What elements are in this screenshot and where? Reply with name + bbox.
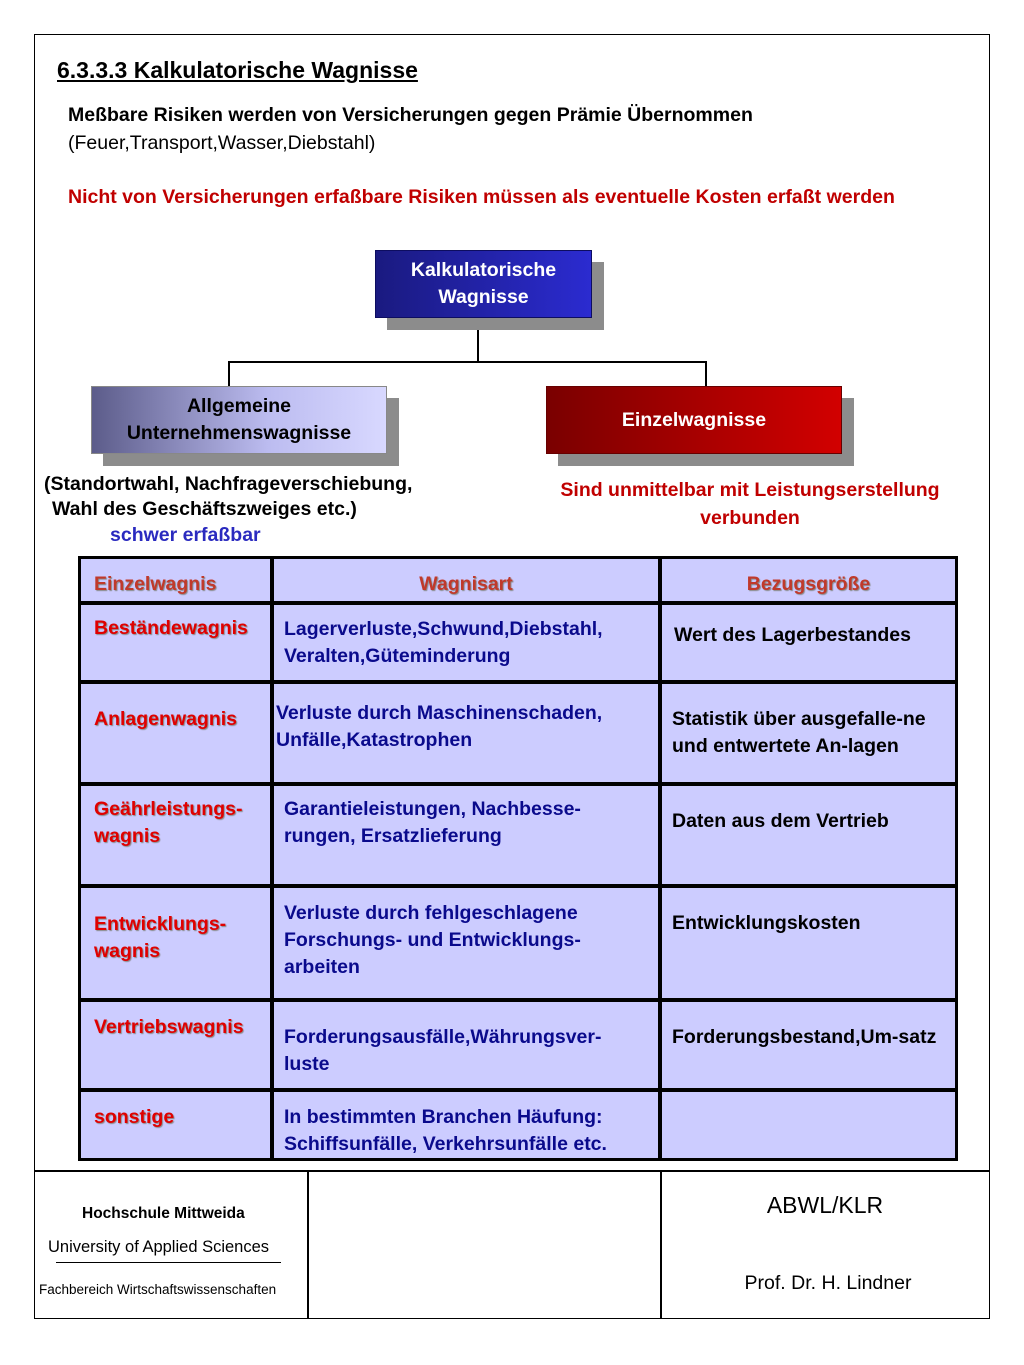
table-row-art: Verluste durch fehlgeschlagene Forschungs- und Entwicklungs-arbeiten	[274, 888, 658, 998]
table-row-bezug: Statistik über ausgefalle-ne und entwertete An-lagen	[662, 684, 955, 782]
intro-uninsurable-risks: Nicht von Versicherungen erfaßbare Risiken müssen als eventuelle Kosten erfaßt werden	[68, 186, 895, 208]
page-title: 6.3.3.3 Kalkulatorische Wagnisse	[57, 57, 418, 83]
table-row-name: Geährleistungs-wagnis	[81, 786, 270, 884]
connector-horizontal	[228, 361, 706, 363]
footer-professor: Prof. Dr. H. Lindner	[744, 1272, 912, 1294]
footer-department: Fachbereich Wirtschaftswissenschaften	[39, 1282, 277, 1297]
table-row-bezug: Wert des Lagerbestandes	[662, 605, 955, 680]
footer-university: University of Applied Sciences	[48, 1238, 270, 1256]
node-kalkulatorische-wagnisse	[375, 250, 592, 318]
footer-top-rule	[34, 1170, 990, 1172]
single-risk-note	[520, 476, 980, 532]
table-row-name: Vertriebswagnis	[81, 1002, 270, 1088]
footer-school-name: Hochschule Mittweida	[82, 1205, 245, 1222]
table-row-bezug: Forderungsbestand,Um-satz	[662, 1002, 955, 1088]
single-risk-note-line1: Sind unmittelbar mit Leistungserstellung	[560, 479, 940, 501]
node-left-line1: Allgemeine	[186, 395, 292, 417]
single-risk-note-line2: verbunden	[700, 507, 800, 529]
node-allgemeine-unternehmenswagnisse	[91, 386, 387, 454]
footer-course: ABWL/KLR	[766, 1192, 884, 1218]
table-header-einzelwagnis: Einzelwagnis	[81, 559, 270, 601]
general-risk-note: schwer erfaßbar	[110, 524, 261, 546]
node-left-line2: Unternehmenswagnisse	[126, 422, 352, 444]
footer-school-underline	[56, 1262, 281, 1263]
table-row-name: Anlagenwagnis	[81, 684, 270, 782]
intro-measurable-risks: Meßbare Risiken werden von Versicherungen gegen Prämie Übernommen	[68, 104, 753, 126]
general-risk-examples: (Standortwahl, Nachfrageverschiebung,	[44, 473, 413, 495]
node-einzelwagnisse	[546, 386, 842, 454]
table-row-art: In bestimmten Branchen Häufung: Schiffsunfälle, Verkehrsunfälle etc.	[274, 1092, 658, 1158]
footer-divider-left	[307, 1170, 309, 1319]
node-top-line1: Kalkulatorische	[410, 259, 557, 281]
connector-vertical-right	[705, 361, 707, 386]
table-row-art: Garantieleistungen, Nachbesse-rungen, Ersatzlieferung	[274, 786, 658, 884]
table-header-bezugsgroesse: Bezugsgröße	[662, 559, 955, 601]
table-row-bezug: Entwicklungskosten	[662, 888, 955, 998]
table-header-wagnisart: Wagnisart	[274, 559, 658, 601]
connector-vertical-left	[228, 361, 230, 386]
table-row-art: Verluste durch Maschinenschaden, Unfälle,Katastrophen	[274, 684, 658, 782]
table-row-name: Beständewagnis	[81, 605, 270, 680]
risk-table	[78, 556, 958, 1161]
table-row-bezug	[662, 1092, 955, 1158]
table-row-name: Entwicklungs-wagnis	[81, 888, 270, 998]
node-right-label: Einzelwagnisse	[621, 408, 767, 431]
table-row-art: Lagerverluste,Schwund,Diebstahl, Veralten,Güteminderung	[274, 605, 658, 680]
table-row-name: sonstige	[81, 1092, 270, 1158]
table-row-bezug: Daten aus dem Vertrieb	[662, 786, 955, 884]
node-top-line2: Wagnisse	[438, 286, 529, 308]
table-row-art: Forderungsausfälle,Währungsver-luste	[274, 1002, 658, 1088]
intro-risk-examples: (Feuer,Transport,Wasser,Diebstahl)	[68, 132, 376, 154]
general-risk-examples-cont: Wahl des Geschäftszweiges etc.)	[52, 498, 357, 520]
